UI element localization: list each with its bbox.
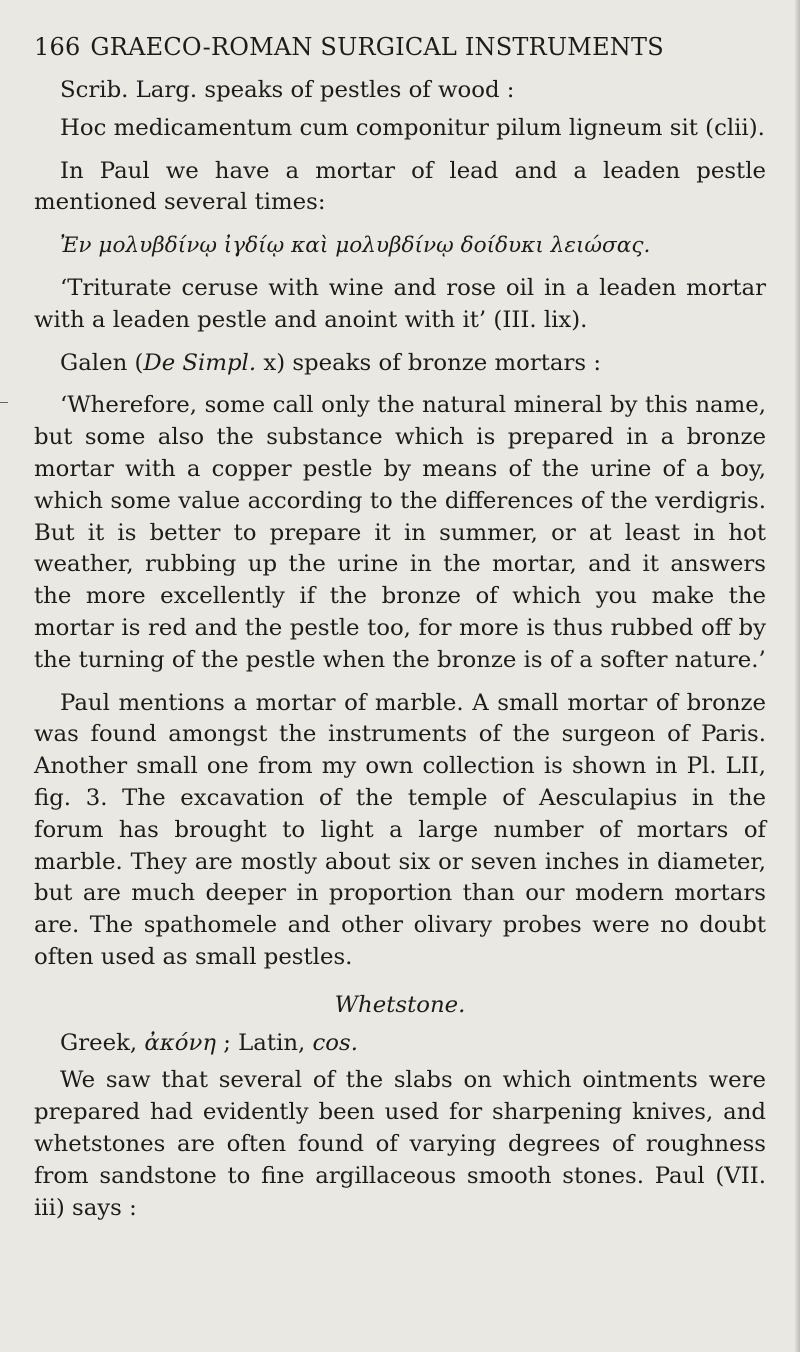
margin-tick-mark bbox=[0, 402, 8, 403]
paragraph-translation: ‘Triturate ceruse with wine and rose oil in a leaden mortar with a leaden pestle and anoint with it’ (III. lix). bbox=[34, 274, 766, 333]
greek-quotation: Ἐν μολυβδίνῳ ἰγδίῳ καὶ μολυβδίνῳ δοίδυκι λειώσας. bbox=[60, 233, 651, 259]
galen-work-title: De Simpl. bbox=[143, 349, 257, 376]
page-edge-shadow bbox=[794, 0, 800, 1352]
paragraph-scribonius: Scrib. Larg. speaks of pestles of wood : bbox=[60, 77, 515, 103]
paragraph-galen-quote: ‘Wherefore, some call only the natural mineral by this name, but some also the substance which is prepared in a bronze mortar with a copper pestle by means of the urine of a boy, which some value according to the differences of the verdigris. But it is better to prepare it in summer, or at least in hot weather, rubbing up the urine in the mortar, and it answers the more excellently if the bronze of which you make the mortar is red and the pestle too, for more is thus rubbed off by the turning of the pestle when the bronze is of a softer nature.’ bbox=[34, 392, 766, 673]
paragraph-whetstone-terms bbox=[34, 1028, 766, 1060]
paragraph-paul-lead: In Paul we have a mortar of lead and a leaden pestle mentioned several times: bbox=[34, 157, 766, 216]
terms-greek-label: Greek, bbox=[60, 1029, 145, 1056]
terms-greek-word: ἀκόνη bbox=[144, 1029, 216, 1056]
section-heading-whetstone: Whetstone. bbox=[334, 991, 466, 1018]
terms-latin-label: ; Latin, bbox=[216, 1029, 313, 1056]
paragraph-marble-mortars: Paul mentions a mortar of marble. A small mortar of bronze was found amongst the instruments of the surgeon of Paris. Another small one from my own collection is shown in Pl. LII, fig. 3. The excavation of the temple of Aesculapius in the forum has brought to light a large number of mortars of marble. They are mostly about six or seven inches in diameter, but are much deeper in proportion than our modern mortars are. The spathomele and other olivary probes were no doubt often used as small pestles. bbox=[34, 689, 766, 970]
paragraph-latin-quote: Hoc medicamentum cum componitur pilum ligneum sit (clii). bbox=[60, 114, 765, 141]
page-number: 166 bbox=[34, 33, 81, 61]
terms-latin-word: cos. bbox=[312, 1029, 358, 1056]
galen-text-pre: Galen ( bbox=[60, 349, 144, 376]
paragraph-galen bbox=[34, 348, 766, 380]
galen-text-post: x) speaks of bronze mortars : bbox=[256, 349, 602, 376]
running-title: GRAECO-ROMAN SURGICAL INSTRUMENTS bbox=[90, 33, 664, 61]
running-header bbox=[34, 33, 766, 61]
paragraph-whetstones: We saw that several of the slabs on which ointments were prepared had evidently been used for sharpening knives, and whetstones are often found of varying degrees of roughness from sandstone to fine argillaceous smooth stones. Paul (VII. iii) says : bbox=[34, 1067, 766, 1221]
